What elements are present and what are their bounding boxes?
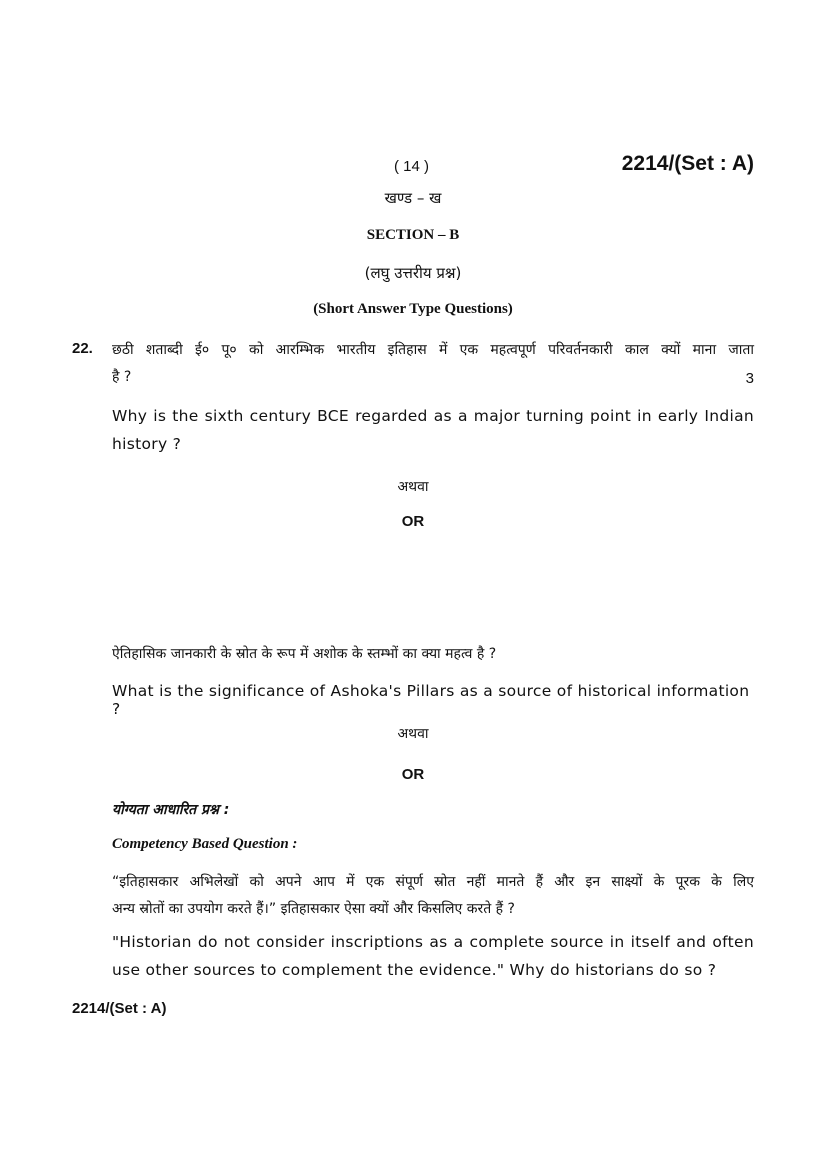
competency-english-line-1: "Historian do not consider inscriptions as a complete source in itself and often [112,933,754,951]
question-type-hindi: (लघु उत्तरीय प्रश्न) [364,264,462,282]
competency-english-line-2: use other sources to complement the evidence." Why do historians do so ? [112,961,717,979]
set-code-header: 2214/(Set : A) [621,152,754,175]
question-hindi-line-1: छठी शताब्दी ई० पू० को आरम्भिक भारतीय इतिहास में एक महत्वपूर्ण परिवर्तनकारी काल क्यों माना जाता [112,342,754,358]
question-number: 22. [72,340,93,357]
competency-label-hindi: योग्यता आधारित प्रश्न : [112,802,230,818]
competency-label: Competency Based Question : [112,836,298,852]
set-code-footer: 2214/(Set : A) [72,1000,167,1017]
competency-question-hindi [112,872,754,918]
marks: 3 [745,370,754,387]
or-hindi-2: अथवा [397,726,429,742]
competency-question-english [112,933,754,979]
or-english-2: OR [401,766,425,783]
section-title: SECTION – B [366,227,460,243]
question-type: (Short Answer Type Questions) [313,301,513,317]
alt-question-hindi: ऐतिहासिक जानकारी के स्रोत के रूप में अशोक के स्तम्भों का क्या महत्व है ? [112,646,497,662]
question-english-line-2: history ? [112,435,182,453]
section-title-hindi: खण्ड – ख [384,189,442,207]
question-english [112,407,754,453]
question-hindi [112,340,754,386]
question-hindi-line-2: है ? [112,369,132,385]
page-number: ( 14 ) [394,158,430,175]
or-english-1: OR [401,513,425,530]
or-hindi-1: अथवा [397,479,429,495]
competency-hindi-line-1: “इतिहासकार अभिलेखों को अपने आप में एक संपूर्ण स्रोत नहीं मानते हैं और इन साक्ष्यों के पूरक के लिए [112,874,754,890]
competency-hindi-line-2: अन्य स्रोतों का उपयोग करते हैं।” इतिहासकार ऐसा क्यों और किसलिए करते हैं ? [112,901,515,917]
question-english-line-1: Why is the sixth century BCE regarded as a major turning point in early Indian [112,407,754,425]
alt-question-english: What is the significance of Ashoka's Pillars as a source of historical information ? [112,682,750,718]
